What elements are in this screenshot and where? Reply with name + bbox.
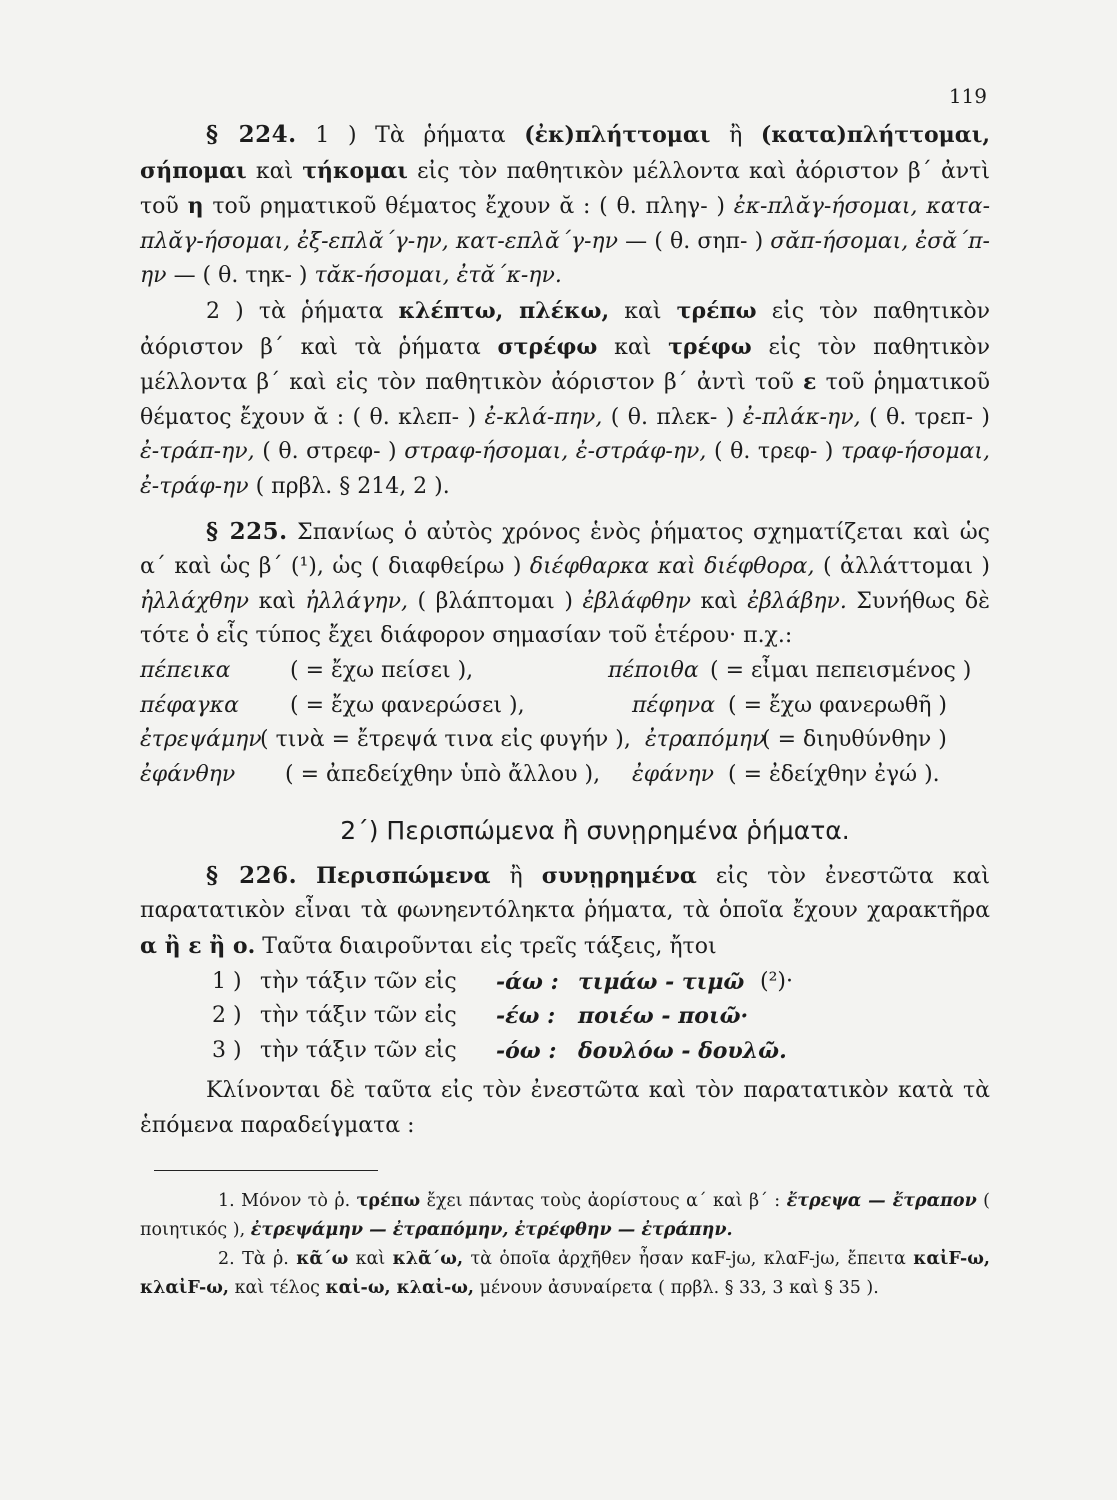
bold-letters: α ἢ ε ἢ ο. — [140, 933, 256, 960]
footnote-rule — [154, 1170, 378, 1171]
bold-term: σήπομαι — [140, 157, 247, 184]
page-number: 119 — [948, 84, 987, 108]
bold-term: συνῃρημένα — [541, 862, 697, 889]
example-row — [140, 723, 990, 758]
example-form: πέποιθα — [608, 657, 699, 683]
example-gloss: ( = διηυθύνθην ) — [762, 727, 947, 753]
class-example: τιμάω - τιμῶ — [578, 968, 745, 995]
text: εἰς τὸν παθητικὸν μέλλοντα καὶ ἀόριστον β΄ ἀντὶ τοῦ — [140, 158, 990, 220]
example-row — [140, 654, 990, 689]
bold-term: καἰF-ω, κλαἰF-ω, — [140, 1248, 990, 1298]
conjugation-classes — [140, 965, 990, 1069]
text: καὶ — [258, 588, 296, 614]
footnotes — [140, 1187, 990, 1303]
bold-term: τρέφω — [668, 333, 752, 360]
text: εἰς τὸν παθητικὸν ἀόριστον β΄ καὶ τὰ ῥήματα — [140, 298, 991, 360]
italic-forms: ἐβλάβην. — [747, 588, 847, 614]
text: — ( θ. σηπ- ) — [625, 228, 764, 254]
text: καὶ — [624, 298, 662, 324]
text: ( πρβλ. § 214, 2 ). — [255, 473, 450, 499]
example-gloss: ( = ἔχω πείσει ), — [290, 657, 474, 683]
example-row — [140, 758, 990, 793]
text: ( βλάπτομαι ) — [417, 588, 573, 614]
class-row — [140, 1034, 990, 1069]
text: μένουν ἀσυναίρετα ( πρβλ. § 33, 3 καὶ § 35 ). — [479, 1277, 879, 1298]
section-mark-224: § 224. — [206, 121, 297, 148]
text: 2 ) τὰ ῥήματα — [206, 298, 384, 324]
text: Σπανίως ὁ αὐτὸς χρόνος ἑνὸς ῥήματος σχηματίζεται καὶ ὡς α΄ καὶ ὡς β΄ (¹), ὡς ( διαφθείρω ) — [140, 519, 990, 580]
italic-forms: τραφ-ήσομαι, ἐ-τράφ-ην — [140, 439, 990, 499]
paragraph-225 — [140, 515, 990, 654]
example-form: πέφηνα — [632, 692, 716, 718]
italic-forms: σᾰπ-ήσομαι, ἐσᾰ΄π-ην — [140, 228, 990, 289]
bold-term: κλέπτω, πλέκω, — [398, 297, 610, 324]
example-form: ἐτρεψάμην — [140, 727, 262, 753]
paragraph-226 — [140, 859, 990, 965]
example-row — [140, 689, 990, 724]
text: εἰς τὸν παθητικὸν μέλλοντα β΄ καὶ εἰς τὸν παθητικὸν ἀόριστον β΄ ἀντὶ τοῦ — [140, 334, 991, 396]
text: Συνήθως δὲ τότε ὁ εἷς τύπος ἔχει διάφορον σημασίαν τοῦ ἑτέρου· π.χ.: — [140, 588, 990, 649]
class-row — [140, 965, 990, 1000]
bold-term: τρέπω — [676, 297, 757, 324]
italic-forms: ἐ-κλά-πην, — [484, 404, 603, 430]
bold-term: κλᾶ΄ω, — [392, 1248, 464, 1269]
italic-forms: ἠλλάχθην — [140, 588, 250, 614]
class-example: δουλόω - δουλῶ. — [578, 1037, 787, 1064]
bold-term: (κατα)πλήττομαι, — [760, 122, 991, 148]
text: 1. Μόνον τὸ ῥ. — [218, 1190, 351, 1211]
italic-forms: ἔτρεψα — ἔτραπον — [786, 1190, 977, 1211]
example-form: ἐφάνθην — [140, 761, 236, 787]
bold-term: Περισπώμενα — [316, 862, 491, 889]
text: καὶ — [255, 158, 294, 184]
class-text: τὴν τάξιν τῶν εἰς — [260, 968, 457, 994]
class-ending: -έω : — [496, 1003, 556, 1030]
class-text: τὴν τάξιν τῶν εἰς — [260, 1037, 457, 1063]
text: ἢ — [509, 863, 523, 889]
example-form: πέπεικα — [140, 657, 231, 683]
italic-forms: ἐτρεψάμην — ἐτραπόμην, ἐτρέφθην — ἐτράπην. — [250, 1219, 733, 1240]
example-gloss: ( = ἀπεδείχθην ὑπὸ ἄλλου ), — [285, 761, 601, 787]
bold-letter: η — [187, 193, 204, 220]
class-example: ποιέω - ποιῶ· — [578, 1003, 749, 1030]
class-ending: -άω : — [496, 968, 559, 995]
italic-forms: ἐ-πλάκ-ην, — [742, 404, 861, 430]
class-number: 3 ) — [212, 1037, 242, 1063]
page-body — [140, 118, 990, 1303]
italic-forms: στραφ-ήσομαι, ἐ-στράφ-ην, — [404, 439, 707, 465]
class-row — [140, 999, 990, 1034]
text: εἰς τὸν ἐνεστῶτα καὶ παρατατικὸν εἶναι τὰ φωνηεντόληκτα ῥήματα, τὰ ὁποῖα ἔχουν χαρακτῆρα — [140, 863, 990, 924]
text: καὶ τέλος — [234, 1277, 320, 1298]
text: Ταῦτα διαιροῦνται εἰς τρεῖς τάξεις, ἤτοι — [262, 934, 717, 960]
footnote-1 — [140, 1187, 990, 1245]
text: ( θ. τρεφ- ) — [713, 439, 834, 465]
text: τοῦ ῥηματικοῦ θέματος ἔχουν ᾰ : ( θ. κλεπ- ) — [140, 370, 990, 430]
example-list — [140, 654, 990, 792]
example-form: ἐτραπόμην — [645, 727, 766, 753]
bold-term: τρέπω — [356, 1190, 421, 1211]
text: καὶ — [700, 588, 738, 614]
footnote-2 — [140, 1245, 990, 1303]
closing-paragraph: Κλίνονται δὲ ταῦτα εἰς τὸν ἐνεστῶτα καὶ τὸν παρατατικὸν κατὰ τὰ ἑπόμενα παραδείγματα : — [140, 1078, 990, 1139]
class-number: 2 ) — [212, 1003, 242, 1029]
text: ( ἀλλάττομαι ) — [822, 554, 991, 580]
bold-term: (ἐκ)πλήττομαι — [524, 122, 711, 148]
italic-forms: ἐ-τράπ-ην, — [140, 439, 255, 465]
text: τὰ ὁποῖα ἀρχῆθεν ἦσαν καF-jω, κλαF-jω, ἔπειτα — [470, 1248, 906, 1269]
example-form: ἐφάνην — [632, 761, 714, 787]
footnote-ref: (²)· — [760, 968, 793, 994]
section-mark-226: § 226. — [206, 861, 298, 889]
text: καὶ — [614, 334, 652, 360]
text: τοῦ ρηματικοῦ θέματος ἔχουν ᾰ : ( θ. πληγ- ) — [212, 194, 725, 220]
italic-forms: διέφθαρκα καὶ διέφθορα, — [529, 554, 815, 580]
class-ending: -όω : — [496, 1037, 557, 1064]
text: ( ποιητικός ), — [140, 1190, 990, 1240]
bold-letter: ε — [803, 369, 817, 396]
example-gloss: ( = ἔχω φανερώσει ), — [290, 692, 525, 718]
example-gloss: ( τινὰ = ἔτρεψά τινα εἰς φυγήν ), — [260, 727, 631, 753]
bold-term: καἰ-ω, κλαἰ-ω, — [325, 1277, 475, 1298]
text: 1 ) Τὰ ῥήματα — [315, 123, 506, 148]
text: ( θ. τρεπ- ) — [869, 404, 990, 430]
class-number: 1 ) — [212, 968, 242, 994]
example-gloss: ( = ἐδείχθην ἐγώ ). — [728, 761, 940, 787]
text: ἢ — [729, 123, 743, 148]
text: — ( θ. τηκ- ) — [173, 263, 308, 289]
text: 2. Τὰ ῥ. — [218, 1248, 289, 1269]
text: καὶ — [355, 1248, 386, 1269]
section-mark-225: § 225. — [206, 517, 288, 545]
bold-term: τήκομαι — [302, 157, 408, 184]
bold-term: στρέφω — [497, 333, 598, 360]
italic-forms: τᾰκ-ήσομαι, ἐτᾰ΄κ-ην. — [314, 263, 562, 289]
example-gloss: ( = ἔχω φανερωθῆ ) — [728, 692, 947, 718]
text: ἔχει πάντας τοὺς ἀορίστους α΄ καὶ β΄ : — [426, 1190, 781, 1211]
bold-term: κᾶ΄ω — [296, 1248, 349, 1269]
class-text: τὴν τάξιν τῶν εἰς — [260, 1003, 457, 1029]
paragraph-224-1 — [140, 118, 990, 294]
section-heading: 2΄) Περισπώμενα ἢ συνῃρημένα ῥήματα. — [340, 816, 850, 846]
example-form: πέφαγκα — [140, 692, 239, 718]
italic-forms: ἐβλάφθην — [582, 588, 691, 614]
paragraph-224-2 — [140, 294, 990, 505]
text: ( θ. στρεφ- ) — [262, 439, 397, 465]
example-gloss: ( = εἶμαι πεπεισμένος ) — [710, 657, 972, 683]
italic-forms: ἠλλάγην, — [305, 588, 408, 614]
text: ( θ. πλεκ- ) — [610, 404, 735, 430]
italic-forms: ἐκ-πλᾰγ-ήσομαι, κατα-πλᾰγ-ήσομαι, ἐξ-επλᾰ΄γ-ην, κατ-επλᾰ΄γ-ην — [140, 194, 991, 254]
